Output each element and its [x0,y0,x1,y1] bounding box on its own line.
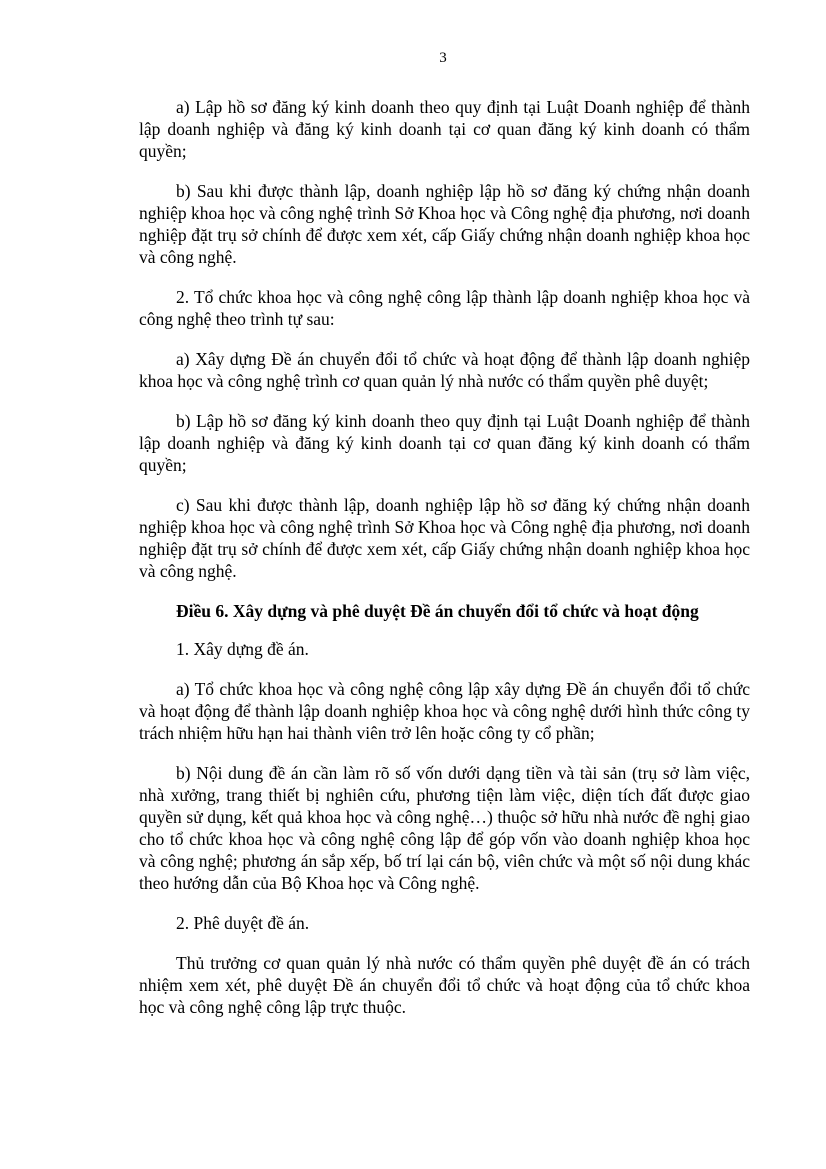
paragraph-2b: b) Lập hồ sơ đăng ký kinh doanh theo quy định tại Luật Doanh nghiệp để thành lập doanh nghiệp và đăng ký kinh doanh tại cơ quan đăng ký kinh doanh có thẩm quyền; [139,411,750,475]
paragraph-1b: b) Sau khi được thành lập, doanh nghiệp lập hồ sơ đăng ký chứng nhận doanh nghiệp khoa học và công nghệ trình Sở Khoa học và Công nghệ địa phương, nơi doanh nghiệp đặt trụ sở chính để được xem xét, cấp Giấy chứng nhận doanh nghiệp khoa học và công nghệ. [139,181,750,267]
paragraph-2c: c) Sau khi được thành lập, doanh nghiệp lập hồ sơ đăng ký chứng nhận doanh nghiệp khoa học và công nghệ trình Sở Khoa học và Công nghệ địa phương, nơi doanh nghiệp đặt trụ sở chính để được xem xét, cấp Giấy chứng nhận doanh nghiệp khoa học và công nghệ. [139,495,750,581]
article-heading: Điều 6. Xây dựng và phê duyệt Đề án chuyển đổi tổ chức và hoạt động [176,601,699,621]
paragraph-1a: a) Lập hồ sơ đăng ký kinh doanh theo quy định tại Luật Doanh nghiệp để thành lập doanh nghiệp và đăng ký kinh doanh tại cơ quan đăng ký kinh doanh có thẩm quyền; [139,97,750,161]
page-number: 3 [439,50,447,66]
document-body [139,96,750,1036]
section-2-title: 2. Phê duyệt đề án. [176,913,310,933]
section-1-title: 1. Xây dựng đề án. [176,639,309,659]
section-2-body: Thủ trưởng cơ quan quản lý nhà nước có thẩm quyền phê duyệt đề án có trách nhiệm xem xét, phê duyệt Đề án chuyển đổi tổ chức và hoạt động của tổ chức khoa học và công nghệ công lập trực thuộc. [139,953,750,1017]
section-1b: b) Nội dung đề án cần làm rõ số vốn dưới dạng tiền và tài sản (trụ sở làm việc, nhà xưởng, trang thiết bị nghiên cứu, phương tiện làm việc, diện tích đất được giao quyền sử dụng, kết quả khoa học và công nghệ…) thuộc sở hữu nhà nước đề nghị giao cho tổ chức khoa học và công nghệ công lập để góp vốn vào doanh nghiệp khoa học và công nghệ; phương án sắp xếp, bố trí lại cán bộ, viên chức và một số nội dung khác theo hướng dẫn của Bộ Khoa học và Công nghệ. [139,763,750,893]
paragraph-2a: a) Xây dựng Đề án chuyển đổi tổ chức và hoạt động để thành lập doanh nghiệp khoa học và công nghệ trình cơ quan quản lý nhà nước có thẩm quyền phê duyệt; [139,349,750,391]
section-1a: a) Tổ chức khoa học và công nghệ công lập xây dựng Đề án chuyển đổi tổ chức và hoạt động để thành lập doanh nghiệp khoa học và công nghệ dưới hình thức công ty trách nhiệm hữu hạn hai thành viên trở lên hoặc công ty cổ phần; [139,679,750,743]
paragraph-2: 2. Tổ chức khoa học và công nghệ công lập thành lập doanh nghiệp khoa học và công nghệ theo trình tự sau: [139,287,750,329]
